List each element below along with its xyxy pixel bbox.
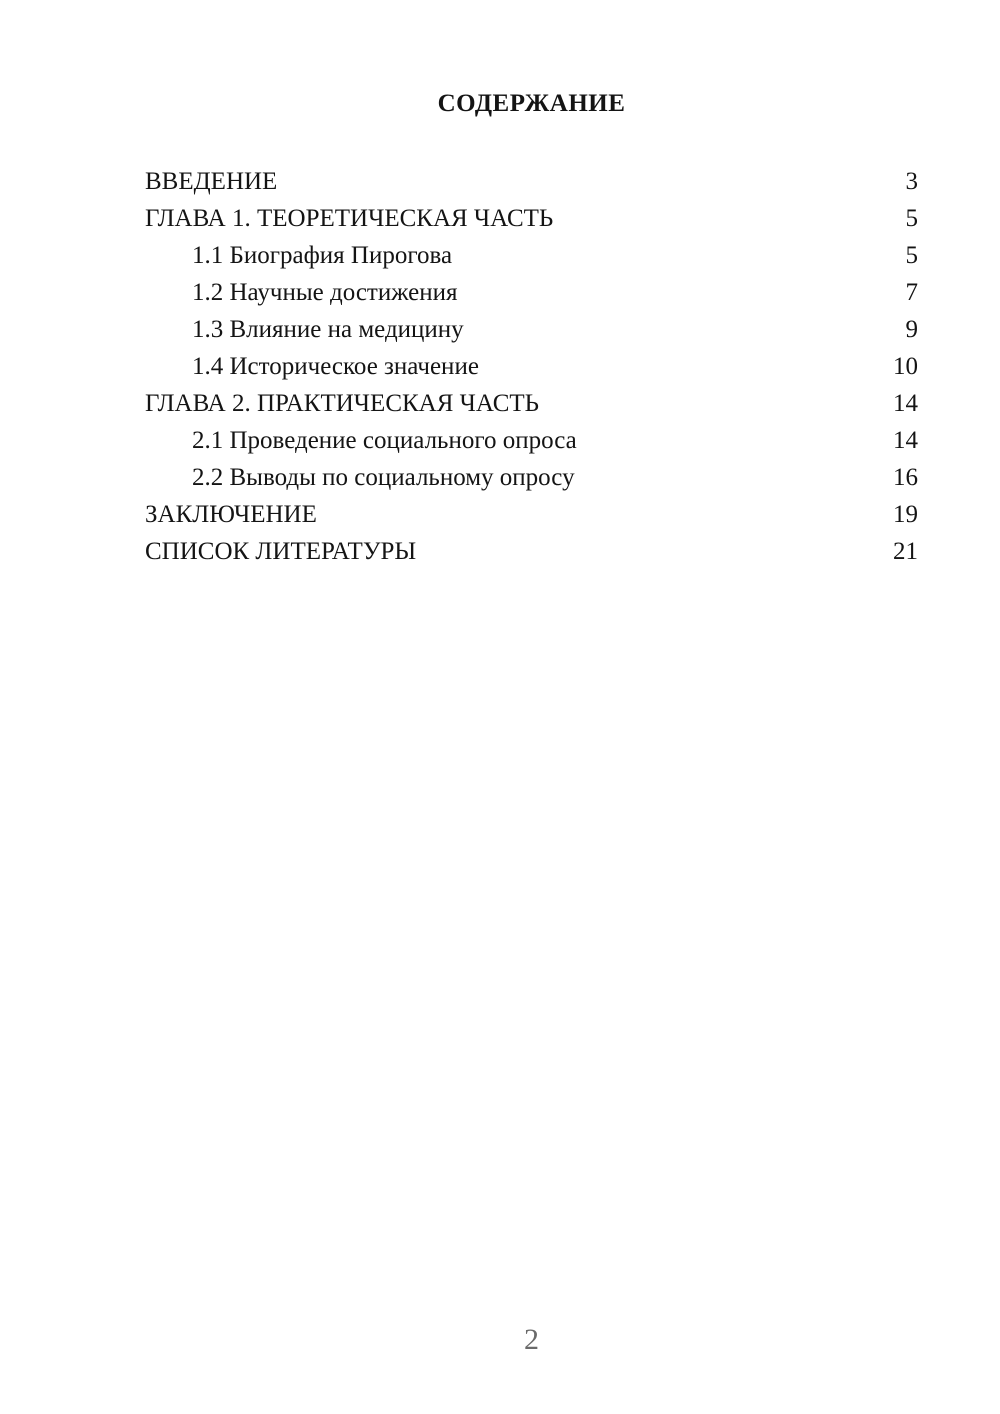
toc-entry-page: 19 [893, 501, 918, 528]
toc-entry-label: 1.2 Научные достижения [192, 279, 458, 306]
toc-row [145, 311, 918, 348]
toc-entry-page: 21 [893, 538, 918, 565]
toc-row [145, 200, 918, 237]
toc-row [145, 385, 918, 422]
toc-entry-page: 9 [905, 316, 918, 343]
toc-entry-page: 5 [905, 242, 918, 269]
toc-entry-label: 1.1 Биография Пирогова [192, 242, 453, 269]
toc-entry-label: 1.4 Историческое значение [192, 353, 479, 380]
toc-row [145, 459, 918, 496]
toc-entry-page: 7 [905, 279, 918, 306]
toc-entry-label: ГЛАВА 1. ТЕОРЕТИЧЕСКАЯ ЧАСТЬ [145, 205, 554, 232]
toc-entry-label: 2.1 Проведение социального опроса [192, 427, 577, 454]
toc-row [145, 274, 918, 311]
toc-entry-page: 14 [893, 427, 918, 454]
toc-entry-label: ГЛАВА 2. ПРАКТИЧЕСКАЯ ЧАСТЬ [145, 390, 540, 417]
toc-row [145, 348, 918, 385]
document-title: СОДЕРЖАНИЕ [437, 90, 626, 117]
toc-entry-label: СПИСОК ЛИТЕРАТУРЫ [145, 538, 417, 565]
toc-entry-page: 5 [905, 205, 918, 232]
toc-entry-label: ЗАКЛЮЧЕНИЕ [145, 501, 317, 528]
toc-entry-label: ВВЕДЕНИЕ [145, 168, 278, 195]
toc-entry-page: 14 [893, 390, 918, 417]
toc-row [145, 422, 918, 459]
toc-entry-page: 16 [893, 464, 918, 491]
footer-page-number: 2 [524, 1323, 539, 1356]
toc-row [145, 163, 918, 200]
toc-entry-label: 2.2 Выводы по социальному опросу [192, 464, 575, 491]
toc-entry-label: 1.3 Влияние на медицину [192, 316, 464, 343]
toc-row [145, 533, 918, 570]
toc-list [145, 163, 918, 570]
toc-entry-page: 10 [893, 353, 918, 380]
toc-row [145, 496, 918, 533]
toc-entry-page: 3 [905, 168, 918, 195]
toc-row [145, 237, 918, 274]
